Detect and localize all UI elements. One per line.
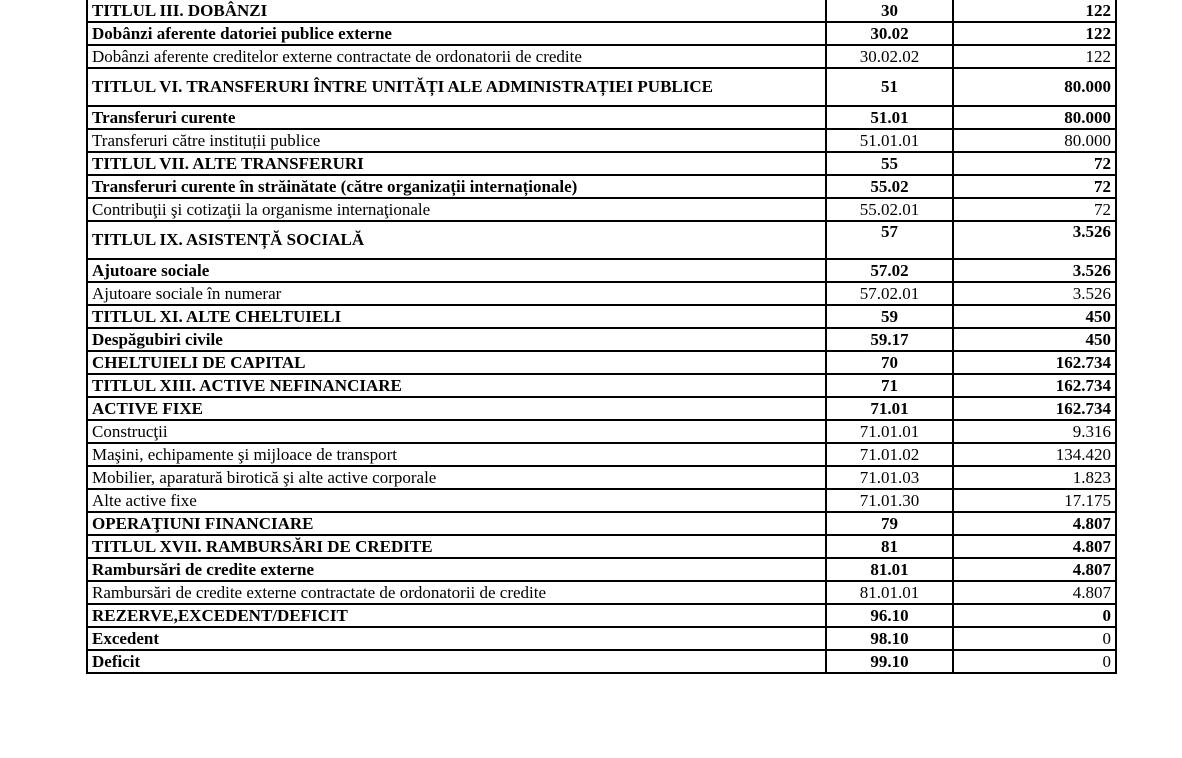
- row-code-cell: 30: [826, 0, 953, 22]
- row-value-cell: 122: [953, 0, 1116, 22]
- table-row: [87, 259, 1116, 282]
- row-name-cell: Contribuţii şi cotizaţii la organisme internaţionale: [87, 198, 826, 221]
- row-value-cell: 4.807: [953, 558, 1116, 581]
- row-value-cell: 4.807: [953, 535, 1116, 558]
- table-row: [87, 282, 1116, 305]
- table-row: [87, 627, 1116, 650]
- row-value-cell: 17.175: [953, 489, 1116, 512]
- row-code-cell: 71.01.30: [826, 489, 953, 512]
- row-value-cell: 450: [953, 305, 1116, 328]
- row-name-cell: CHELTUIELI DE CAPITAL: [87, 351, 826, 374]
- row-value-cell: 3.526: [953, 282, 1116, 305]
- row-name-cell: Maşini, echipamente şi mijloace de transport: [87, 443, 826, 466]
- row-code-cell: 71.01.01: [826, 420, 953, 443]
- row-value-cell: 4.807: [953, 581, 1116, 604]
- budget-table: [86, 0, 1117, 674]
- row-name-cell: Despăgubiri civile: [87, 328, 826, 351]
- row-code-cell: 57: [826, 221, 953, 259]
- row-code-cell: 30.02: [826, 22, 953, 45]
- row-value-cell: 80.000: [953, 106, 1116, 129]
- row-code-cell: 51: [826, 68, 953, 106]
- row-value-cell: 80.000: [953, 129, 1116, 152]
- row-name-cell: Excedent: [87, 627, 826, 650]
- table-row: [87, 650, 1116, 673]
- table-row: [87, 397, 1116, 420]
- row-name-cell: Ajutoare sociale în numerar: [87, 282, 826, 305]
- row-code-cell: 81.01.01: [826, 581, 953, 604]
- row-code-cell: 79: [826, 512, 953, 535]
- row-code-cell: 71.01.03: [826, 466, 953, 489]
- row-value-cell: 72: [953, 175, 1116, 198]
- table-row: [87, 106, 1116, 129]
- row-name-cell: TITLUL XI. ALTE CHELTUIELI: [87, 305, 826, 328]
- budget-table-body: [87, 0, 1116, 673]
- row-value-cell: 1.823: [953, 466, 1116, 489]
- row-value-cell: 0: [953, 650, 1116, 673]
- row-name-cell: TITLUL VII. ALTE TRANSFERURI: [87, 152, 826, 175]
- row-name-cell: TITLUL XIII. ACTIVE NEFINANCIARE: [87, 374, 826, 397]
- row-name-cell: Transferuri curente în străinătate (către organizații internaționale): [87, 175, 826, 198]
- table-row: [87, 68, 1116, 106]
- row-code-cell: 98.10: [826, 627, 953, 650]
- table-row: [87, 604, 1116, 627]
- table-row: [87, 221, 1116, 259]
- row-name-cell: Construcţii: [87, 420, 826, 443]
- row-name-cell: TITLUL VI. TRANSFERURI ÎNTRE UNITĂȚI ALE ADMINISTRAȚIEI PUBLICE: [87, 68, 826, 106]
- table-row: [87, 466, 1116, 489]
- row-value-cell: 0: [953, 604, 1116, 627]
- row-name-cell: Rambursări de credite externe contractate de ordonatorii de credite: [87, 581, 826, 604]
- table-row: [87, 0, 1116, 22]
- row-code-cell: 55.02.01: [826, 198, 953, 221]
- row-value-cell: 72: [953, 152, 1116, 175]
- row-code-cell: 81.01: [826, 558, 953, 581]
- row-code-cell: 57.02: [826, 259, 953, 282]
- row-value-cell: 80.000: [953, 68, 1116, 106]
- row-code-cell: 30.02.02: [826, 45, 953, 68]
- row-name-cell: OPERAŢIUNI FINANCIARE: [87, 512, 826, 535]
- row-value-cell: 4.807: [953, 512, 1116, 535]
- row-name-cell: Transferuri către instituții publice: [87, 129, 826, 152]
- row-name-cell: Transferuri curente: [87, 106, 826, 129]
- table-row: [87, 443, 1116, 466]
- row-name-cell: TITLUL XVII. RAMBURSĂRI DE CREDITE: [87, 535, 826, 558]
- table-row: [87, 512, 1116, 535]
- row-value-cell: 0: [953, 627, 1116, 650]
- table-row: [87, 558, 1116, 581]
- row-code-cell: 70: [826, 351, 953, 374]
- table-row: [87, 489, 1116, 512]
- row-code-cell: 59.17: [826, 328, 953, 351]
- row-name-cell: REZERVE,EXCEDENT/DEFICIT: [87, 604, 826, 627]
- row-name-cell: ACTIVE FIXE: [87, 397, 826, 420]
- table-row: [87, 420, 1116, 443]
- row-value-cell: 122: [953, 22, 1116, 45]
- row-code-cell: 51.01.01: [826, 129, 953, 152]
- row-code-cell: 96.10: [826, 604, 953, 627]
- row-code-cell: 71: [826, 374, 953, 397]
- row-name-cell: Dobânzi aferente datoriei publice externe: [87, 22, 826, 45]
- row-name-cell: Dobânzi aferente creditelor externe contractate de ordonatorii de credite: [87, 45, 826, 68]
- table-row: [87, 198, 1116, 221]
- row-code-cell: 55: [826, 152, 953, 175]
- table-row: [87, 328, 1116, 351]
- row-code-cell: 59: [826, 305, 953, 328]
- table-row: [87, 175, 1116, 198]
- table-row: [87, 374, 1116, 397]
- table-row: [87, 351, 1116, 374]
- row-code-cell: 55.02: [826, 175, 953, 198]
- row-name-cell: Ajutoare sociale: [87, 259, 826, 282]
- row-value-cell: 162.734: [953, 374, 1116, 397]
- row-value-cell: 72: [953, 198, 1116, 221]
- row-code-cell: 51.01: [826, 106, 953, 129]
- table-row: [87, 305, 1116, 328]
- row-value-cell: 162.734: [953, 351, 1116, 374]
- table-row: [87, 581, 1116, 604]
- table-row: [87, 152, 1116, 175]
- table-row: [87, 129, 1116, 152]
- row-value-cell: 3.526: [953, 259, 1116, 282]
- row-name-cell: TITLUL III. DOBÂNZI: [87, 0, 826, 22]
- row-value-cell: 450: [953, 328, 1116, 351]
- row-name-cell: TITLUL IX. ASISTENȚĂ SOCIALĂ: [87, 221, 826, 259]
- row-code-cell: 99.10: [826, 650, 953, 673]
- row-code-cell: 71.01.02: [826, 443, 953, 466]
- row-code-cell: 81: [826, 535, 953, 558]
- row-name-cell: Deficit: [87, 650, 826, 673]
- table-row: [87, 535, 1116, 558]
- row-name-cell: Alte active fixe: [87, 489, 826, 512]
- row-name-cell: Rambursări de credite externe: [87, 558, 826, 581]
- row-code-cell: 57.02.01: [826, 282, 953, 305]
- row-value-cell: 9.316: [953, 420, 1116, 443]
- row-value-cell: 3.526: [953, 221, 1116, 259]
- row-value-cell: 134.420: [953, 443, 1116, 466]
- row-name-cell: Mobilier, aparatură birotică şi alte active corporale: [87, 466, 826, 489]
- table-row: [87, 45, 1116, 68]
- row-value-cell: 162.734: [953, 397, 1116, 420]
- row-value-cell: 122: [953, 45, 1116, 68]
- row-code-cell: 71.01: [826, 397, 953, 420]
- table-row: [87, 22, 1116, 45]
